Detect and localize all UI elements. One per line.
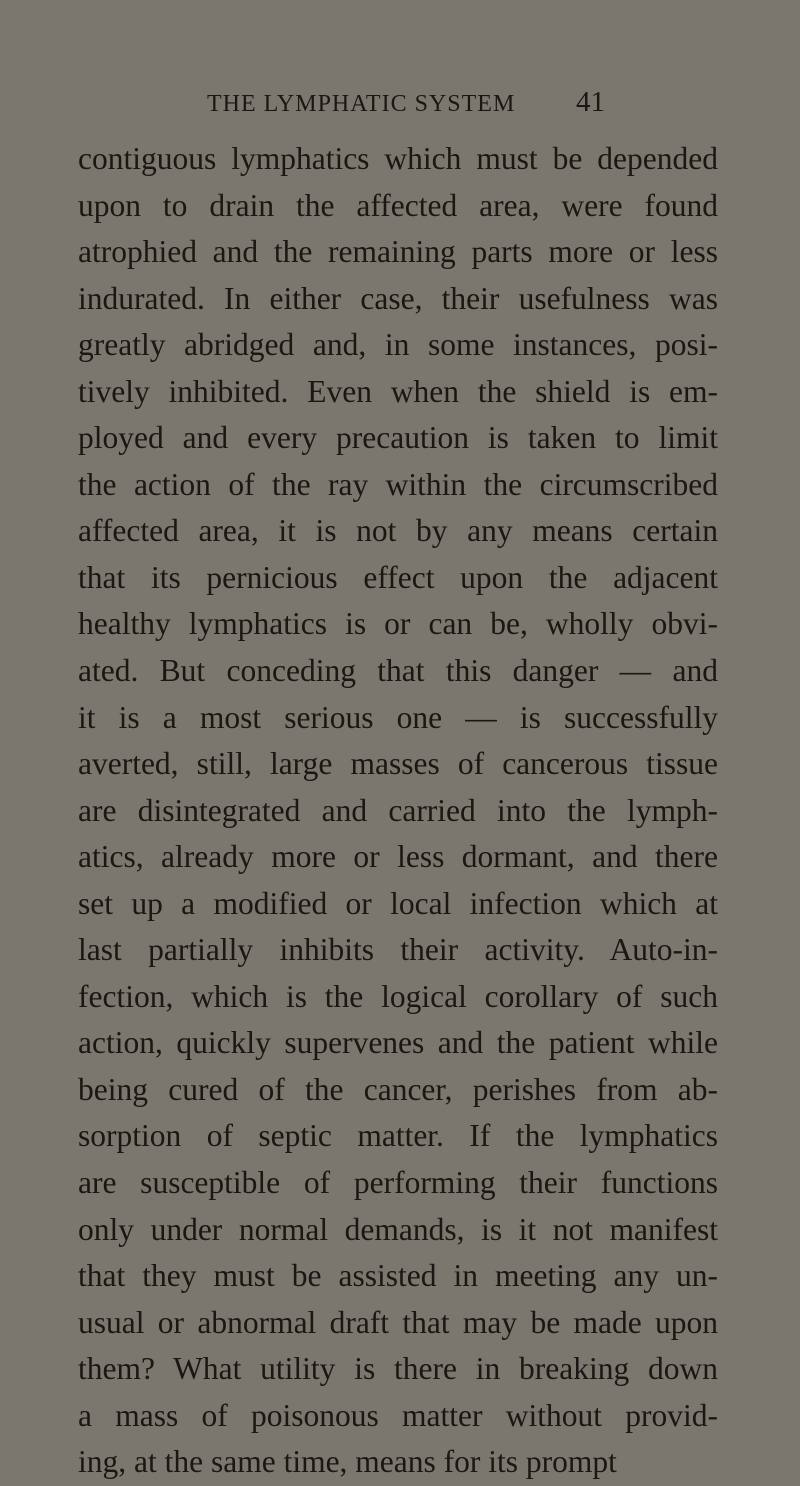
text-line: are susceptible of performing their functions bbox=[78, 1165, 718, 1201]
text-line: greatly abridged and, in some instances, posi- bbox=[78, 327, 718, 363]
text-line: usual or abnormal draft that may be made upon bbox=[78, 1304, 718, 1340]
text-line: that they must be assisted in meeting any un- bbox=[78, 1258, 718, 1294]
text-line: ated. But conceding that this danger — and bbox=[78, 653, 718, 689]
text-line: healthy lymphatics is or can be, wholly obvi- bbox=[78, 606, 718, 642]
text-line: fection, which is the logical corollary of such bbox=[78, 978, 718, 1014]
text-line: that its pernicious effect upon the adjacent bbox=[78, 559, 718, 595]
text-line: action, quickly supervenes and the patient while bbox=[78, 1025, 718, 1061]
text-line: a mass of poisonous matter without provid- bbox=[78, 1397, 718, 1433]
running-head bbox=[0, 84, 800, 124]
text-line: indurated. In either case, their usefulness was bbox=[78, 280, 718, 316]
text-line: ployed and every precaution is taken to limit bbox=[78, 420, 718, 456]
text-line: them? What utility is there in breaking down bbox=[78, 1351, 718, 1387]
text-line: are disintegrated and carried into the lymph- bbox=[78, 792, 718, 828]
text-line: ing, at the same time, means for its prompt bbox=[78, 1444, 617, 1480]
text-line: set up a modified or local infection which at bbox=[78, 885, 718, 921]
text-line: contiguous lymphatics which must be depended bbox=[78, 141, 718, 176]
text-line: tively inhibited. Even when the shield is em- bbox=[78, 373, 718, 409]
text-line: last partially inhibits their activity. Auto-in- bbox=[78, 932, 718, 968]
text-line: affected area, it is not by any means certain bbox=[78, 513, 718, 549]
running-title: THE LYMPHATIC SYSTEM bbox=[207, 91, 516, 117]
text-line: being cured of the cancer, perishes from ab- bbox=[78, 1071, 718, 1107]
text-line: upon to drain the affected area, were found bbox=[78, 187, 718, 223]
text-line: sorption of septic matter. If the lymphatics bbox=[78, 1118, 718, 1154]
text-line: only under normal demands, is it not manifest bbox=[78, 1211, 718, 1247]
text-line: the action of the ray within the circumscribed bbox=[78, 466, 718, 502]
body-text bbox=[78, 136, 718, 1486]
text-line: atics, already more or less dormant, and there bbox=[78, 839, 718, 875]
text-line: it is a most serious one — is successfully bbox=[78, 699, 718, 735]
text-line: averted, still, large masses of cancerous tissue bbox=[78, 746, 718, 782]
text-line: atrophied and the remaining parts more or less bbox=[78, 234, 718, 270]
page-number: 41 bbox=[576, 86, 605, 118]
